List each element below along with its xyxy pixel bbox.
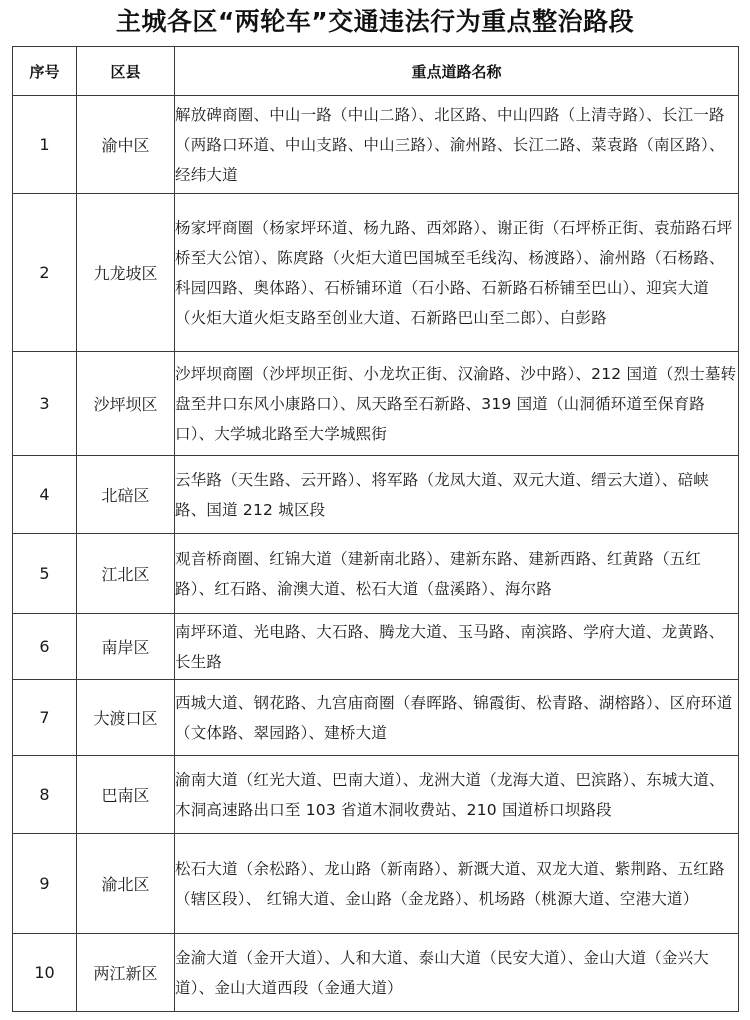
header-num: 序号: [13, 47, 77, 96]
row-roads: 渝南大道（红光大道、巴南大道）、龙洲大道（龙海大道、巴滨路）、东城大道、木洞高速路出口至 103 省道木洞收费站、210 国道桥口坝路段: [175, 756, 739, 834]
row-num: 1: [13, 96, 77, 194]
table-row: [13, 834, 739, 934]
row-roads: 解放碑商圈、中山一路（中山二路）、北区路、中山四路（上清寺路）、长江一路（两路口环道、中山支路、中山三路）、渝州路、长江二路、菜袁路（南区路）、经纬大道: [175, 96, 739, 194]
table-row: [13, 934, 739, 1012]
row-num: 5: [13, 534, 77, 614]
row-district: 渝北区: [77, 834, 175, 934]
row-num: 2: [13, 194, 77, 352]
road-table: [12, 46, 739, 1012]
table-row: [13, 680, 739, 756]
header-district: 区县: [77, 47, 175, 96]
row-num: 9: [13, 834, 77, 934]
row-num: 6: [13, 614, 77, 680]
row-district: 北碚区: [77, 456, 175, 534]
table-row: [13, 614, 739, 680]
table-row: [13, 756, 739, 834]
row-roads: 观音桥商圈、红锦大道（建新南北路）、建新东路、建新西路、红黄路（五红路）、红石路、渝澳大道、松石大道（盘溪路）、海尔路: [175, 534, 739, 614]
row-roads: 金渝大道（金开大道）、人和大道、泰山大道（民安大道）、金山大道（金兴大道）、金山大道西段（金通大道）: [175, 934, 739, 1012]
row-num: 4: [13, 456, 77, 534]
row-roads: 南坪环道、光电路、大石路、腾龙大道、玉马路、南滨路、学府大道、龙黄路、长生路: [175, 614, 739, 680]
row-roads: 沙坪坝商圈（沙坪坝正街、小龙坎正街、汉渝路、沙中路）、212 国道（烈士墓转盘至井口东风小康路口）、凤天路至石新路、319 国道（山洞循环道至保育路口）、大学城北路至大学城熙街: [175, 352, 739, 456]
table-header-row: [13, 47, 739, 96]
row-roads: 松石大道（余松路）、龙山路（新南路）、新溉大道、双龙大道、紫荆路、五红路（辖区段）、 红锦大道、金山路（金龙路）、机场路（桃源大道、空港大道）: [175, 834, 739, 934]
table-row: [13, 456, 739, 534]
table-row: [13, 534, 739, 614]
row-district: 九龙坡区: [77, 194, 175, 352]
row-roads: 云华路（天生路、云开路）、将军路（龙凤大道、双元大道、缙云大道）、碚峡路、国道 212 城区段: [175, 456, 739, 534]
header-roads: 重点道路名称: [175, 47, 739, 96]
row-district: 南岸区: [77, 614, 175, 680]
row-district: 江北区: [77, 534, 175, 614]
row-num: 7: [13, 680, 77, 756]
page-title: 主城各区“两轮车”交通违法行为重点整治路段: [115, 7, 635, 36]
table-row: [13, 194, 739, 352]
row-district: 沙坪坝区: [77, 352, 175, 456]
row-district: 大渡口区: [77, 680, 175, 756]
row-num: 8: [13, 756, 77, 834]
row-num: 3: [13, 352, 77, 456]
table-row: [13, 96, 739, 194]
table-row: [13, 352, 739, 456]
row-district: 两江新区: [77, 934, 175, 1012]
row-district: 巴南区: [77, 756, 175, 834]
row-roads: 杨家坪商圈（杨家坪环道、杨九路、西郊路）、谢正街（石坪桥正街、袁茄路石坪桥至大公馆）、陈庹路（火炬大道巴国城至毛线沟、杨渡路）、渝州路（石杨路、科园四路、奥体路）、石桥铺环道（石小路、石新路石桥铺至巴山）、迎宾大道（火炬大道火炬支路至创业大道、石新路巴山至二郎）、白彭路: [175, 194, 739, 352]
row-roads: 西城大道、钢花路、九宫庙商圈（春晖路、锦霞街、松青路、湖榕路）、区府环道（文体路、翠园路）、建桥大道: [175, 680, 739, 756]
row-district: 渝中区: [77, 96, 175, 194]
row-num: 10: [13, 934, 77, 1012]
